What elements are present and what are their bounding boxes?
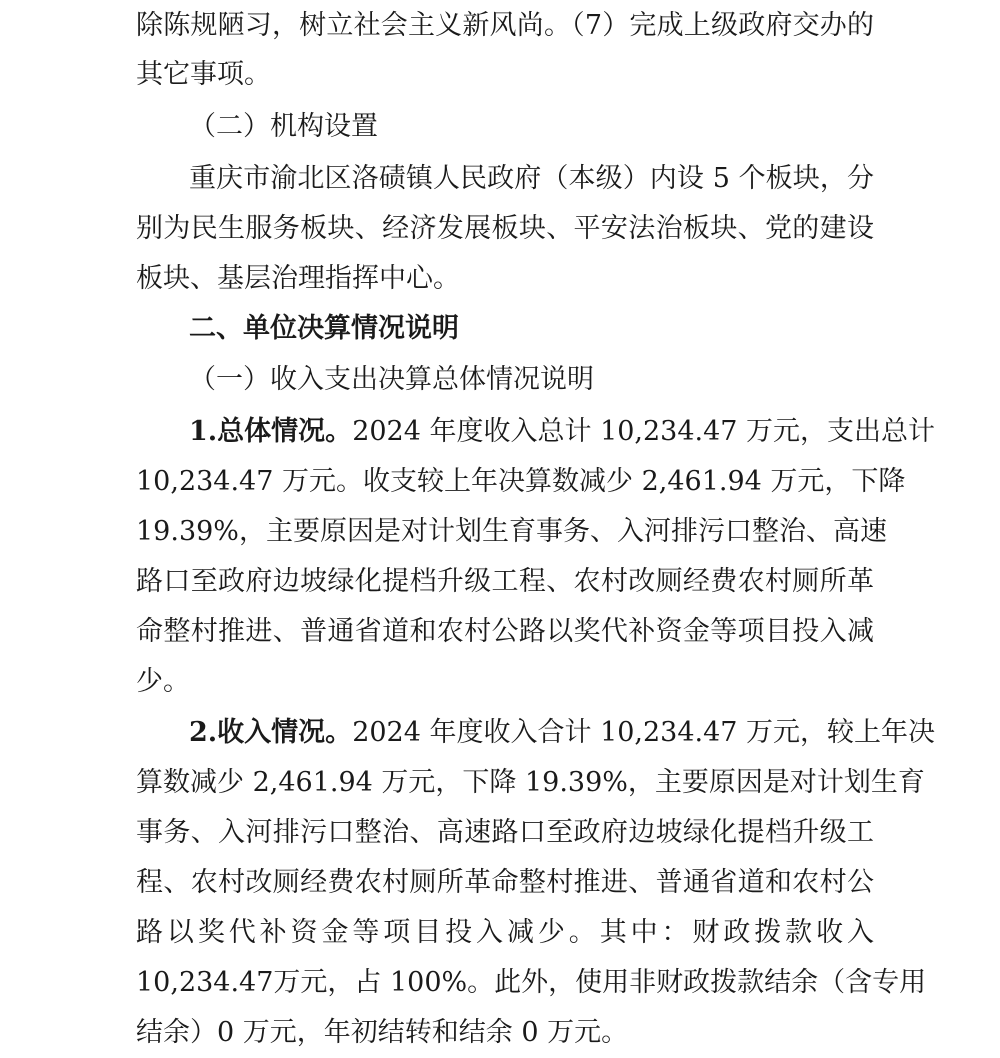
body-line: 程、农村改厕经费农村厕所革命整村推进、普通省道和农村公 [136, 867, 874, 898]
body-line: 路以奖代补资金等项目投入减少。其中：财政拨款收入 [136, 917, 874, 948]
chapter-heading: 二、单位决算情况说明 [189, 313, 459, 344]
body-line: 除陈规陋习，树立社会主义新风尚。（7）完成上级政府交办的 [136, 10, 874, 41]
section-heading: （二）机构设置 [189, 111, 378, 142]
body-line: 算数减少 2,461.94 万元，下降 19.39%，主要原因是对计划生育 [136, 767, 925, 798]
lead-overall: 1.总体情况。 [189, 416, 353, 447]
body-line: 10,234.47 万元。收支较上年决算数减少 2,461.94 万元，下降 [136, 466, 906, 497]
body-line: 其它事项。 [136, 59, 271, 90]
body-line: 少。 [136, 666, 190, 697]
body-line: 命整村推进、普通省道和农村公路以奖代补资金等项目投入减 [136, 616, 874, 647]
body-line: 重庆市渝北区洛碛镇人民政府（本级）内设 5 个板块，分 [189, 163, 874, 194]
body-line: 事务、入河排污口整治、高速路口至政府边坡绿化提档升级工 [136, 817, 874, 848]
body-line [189, 407, 936, 457]
body-line: 别为民生服务板块、经济发展板块、平安法治板块、党的建设 [136, 213, 874, 244]
body-text: 2024 年度收入合计 10,234.47 万元，较上年决 [352, 717, 936, 748]
body-line: 板块、基层治理指挥中心。 [136, 263, 460, 294]
body-line: 路口至政府边坡绿化提档升级工程、农村改厕经费农村厕所革 [136, 566, 874, 597]
section-heading: （一）收入支出决算总体情况说明 [189, 364, 594, 395]
lead-income: 2.收入情况。 [189, 717, 353, 748]
body-line [189, 708, 936, 758]
body-line: 10,234.47万元，占 100%。此外，使用非财政拨款结余（含专用 [136, 967, 927, 998]
body-line: 结余）0 万元，年初结转和结余 0 万元。 [136, 1017, 629, 1048]
body-text: 2024 年度收入总计 10,234.47 万元，支出总计 [352, 416, 936, 447]
body-line: 19.39%，主要原因是对计划生育事务、入河排污口整治、高速 [136, 516, 887, 547]
